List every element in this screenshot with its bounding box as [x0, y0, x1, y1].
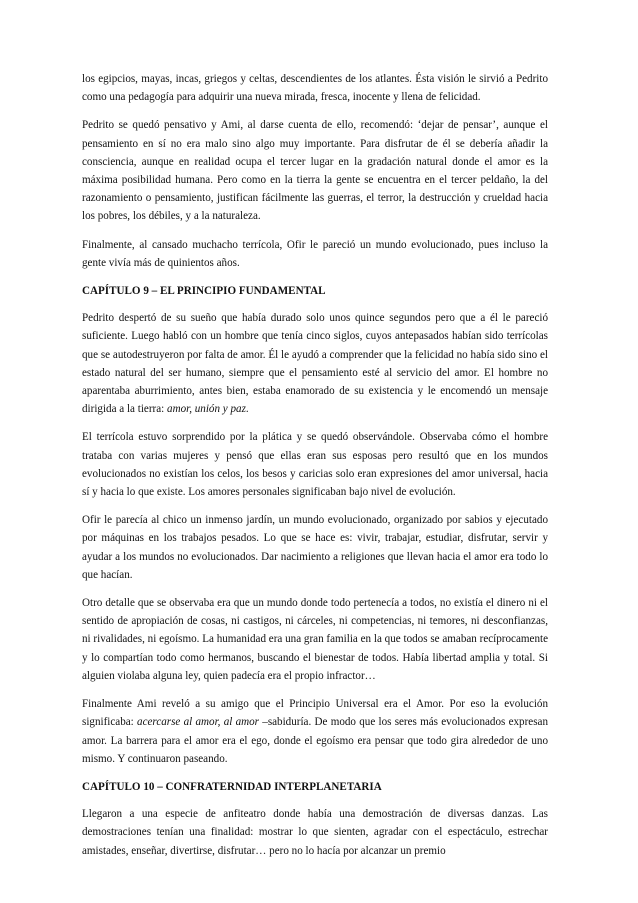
paragraph: Finalmente, al cansado muchacho terrícola, Ofir le pareció un mundo evolucionado, pues incluso la gente vivía más de quinientos años. — [82, 238, 548, 269]
paragraph: Ofir le parecía al chico un inmenso jardín, un mundo evolucionado, organizado por sabios y ejecutado por máquinas en los trabajos pesados. Lo que se hace es: vivir, trabajar, estudiar, disfrutar, servir y ayudar a los mundos no evolucionados. Dar nacimiento a religiones que llevan hacia el amor era todo lo que hacían. — [82, 514, 548, 581]
paragraph: Pedrito se quedó pensativo y Ami, al darse cuenta de ello, recomendó: ‘dejar de pensar’, aunque el pensamiento en sí no era malo sino algo muy importante. Para disfrutar de él se debería añadir la consciencia, aunque en realidad ocupa el tercer lugar en la gradación natural donde el amor es la máxima posibilidad humana. Pero como en la tierra la gente se encuentra en el tercer peldaño, la del razonamiento o pensamiento, justifican fácilmente las guerras, el terror, la destrucción y crueldad hacia los pobres, los débiles, y a la naturaleza. — [82, 119, 548, 223]
chapter-heading: CAPÍTULO 10 – CONFRATERNIDAD INTERPLANETARIA — [82, 780, 382, 793]
emphasis-text: amor, unión y paz — [167, 403, 246, 416]
paragraph — [82, 695, 548, 768]
paragraph: Otro detalle que se observaba era que un mundo donde todo pertenecía a todos, no existía el dinero ni el sentido de apropiación de cosas, ni castigos, ni cárceles, ni competencias, ni temores, ni desconfianzas, ni rivalidades, ni egoísmo. La humanidad era una gran familia en la que todos se amaban recíprocamente y lo compartían todo como hermanos, buscando el bienestar de todos. Había libertad amplia y total. Si alguien violaba alguna ley, quien padecía era el propio infractor… — [82, 597, 548, 682]
paragraph-text: . — [245, 403, 249, 416]
paragraph: El terrícola estuvo sorprendido por la plática y se quedó observándole. Observaba cómo el hombre trataba con varias mujeres y pensó que ellas eran sus esposas pero resultó que en los mundos evolucionados no existían los celos, los besos y caricias solo eran expresiones del amor universal, hacia sí y hacia lo que existe. Los amores personales significaban bajo nivel de evolución. — [82, 431, 548, 499]
paragraph: los egipcios, mayas, incas, griegos y celtas, descendientes de los atlantes. Ésta visión le sirvió a Pedrito como una pedagogía para adquirir una nueva mirada, fresca, inocente y llena de felicidad. — [82, 73, 548, 104]
paragraph-text: Finalmente Ami reveló a su amigo que el Principio Universal era el Amor. Por eso la evolución significaba: — [82, 698, 548, 729]
emphasis-text: acercarse al amor, al amor — [137, 716, 260, 729]
paragraph: Llegaron a una especie de anfiteatro donde había una demostración de diversas danzas. Las demostraciones tenían una finalidad: mostrar lo que sienten, agradar con el espectáculo, estrechar amistades, enseñar, divertirse, disfrutar… pero no lo hacía por alcanzar un premio — [82, 808, 548, 857]
document-page — [82, 70, 548, 870]
paragraph-text: Pedrito despertó de su sueño que había durado solo unos quince segundos pero que a él le pareció suficiente. Luego habló con un hombre que tenía cinco siglos, cuyos antepasados habían sido terrícolas que se autodestruyeron por falta de amor. Él le ayudó a comprender que la felicidad no había sido sino el estado natural del ser humano, siempre que el pensamiento esté al servicio del amor. El hombre no aparentaba aburrimiento, antes bien, estaba enamorado de su existencia y le encomendó un mensaje dirigida a la tierra: — [82, 312, 548, 416]
chapter-heading: CAPÍTULO 9 – EL PRINCIPIO FUNDAMENTAL — [82, 285, 326, 298]
paragraph-text: –sabiduría. De modo que los seres más evolucionados expresan amor. La barrera para el amor era el ego, donde el egoísmo era pensar que todo gira alrededor de uno mismo. Y continuaron paseando. — [82, 716, 549, 765]
paragraph — [82, 309, 548, 418]
